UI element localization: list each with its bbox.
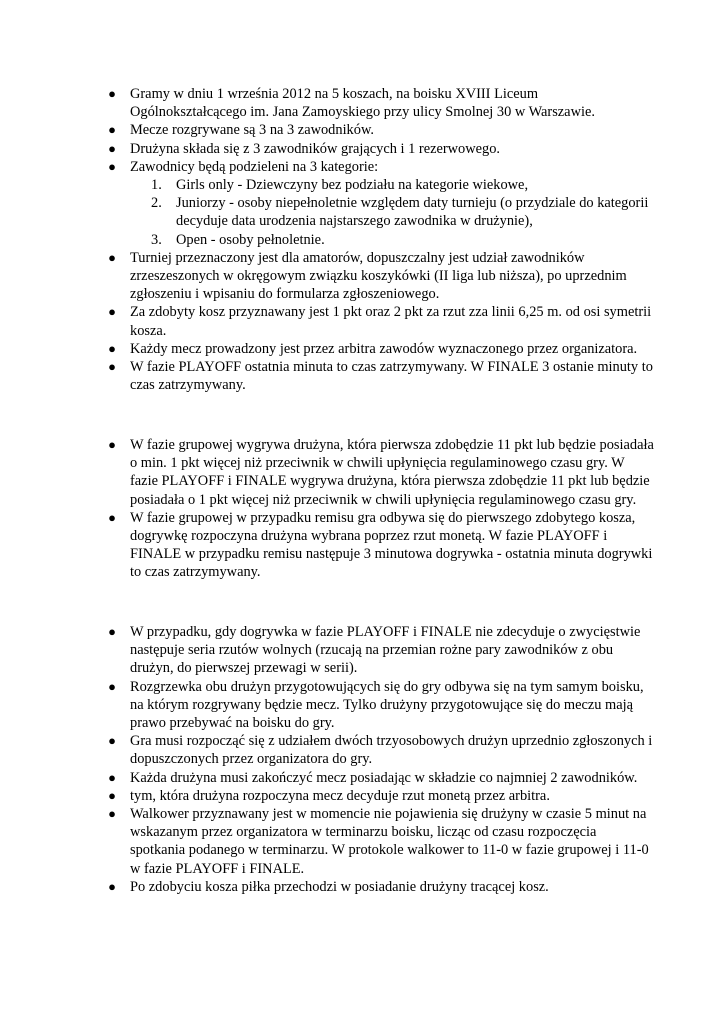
bullet-icon: ● <box>108 122 116 138</box>
list-item: ● Gra musi rozpocząć się z udziałem dwóch trzyosobowych drużyn uprzednio zgłoszonych i dopuszczonych przez organizatora do gry. <box>0 732 725 768</box>
bullet-icon: ● <box>108 340 116 356</box>
bullet-icon: ● <box>108 140 116 156</box>
category-item: 1. Girls only - Dziewczyny bez podziału na kategorie wiekowe, <box>151 177 529 194</box>
list-item: ● Każda drużyna musi zakończyć mecz posiadając w składzie co najmniej 2 zawodników. <box>0 769 725 787</box>
bullet-icon: ● <box>108 678 116 694</box>
bullet-icon: ● <box>108 359 116 375</box>
bullet-icon: ● <box>108 158 116 174</box>
category-item: 2. Juniorzy - osoby niepełnoletnie względem daty turnieju (o przydziale do kategorii decyduje data urodzenia najstarszego zawodnika w drużynie), <box>151 195 649 230</box>
bullet-icon: ● <box>108 624 116 639</box>
categories-list <box>130 176 655 249</box>
bullet-icon: ● <box>108 86 116 101</box>
list-item: ● Walkower przyznawany jest w momencie nie pojawienia się drużyny w czasie 5 minut na wskazanym przez organizatora w terminarzu boisku, licząc od czasu rozpoczęcia spotkania podanego w terminarzu. W protokole walkower to 11-0 w fazie grupowej i 11-0 w fazie PLAYOFF i FINALE. <box>0 805 725 878</box>
list-item: ● W fazie grupowej w przypadku remisu gra odbywa się do pierwszego zdobytego kosza, dogrywkę rozpoczyna drużyna wybrana poprzez rzut monetą. W fazie PLAYOFF i FINALE w przypadku remisu następuje 3 minutowa dogrywka - ostatnia minuta dogrywki to czas zatrzymywany. <box>0 509 725 582</box>
list-item: ● Zawodnicy będą podzieleni na 3 kategorie: 1. Girls only - Dziewczyny bez podziału na kategorie wiekowe, 2. Juniorzy - osoby niepełnoletnie względem daty turnieju (o przydziale do kategorii decyduje data urodzenia najstarszego zawodnika w drużynie), 3. Open - osoby pełnoletnie. <box>0 158 725 249</box>
list-item: ● W fazie PLAYOFF ostatnia minuta to czas zatrzymywany. W FINALE 3 ostanie minuty to czas zatrzymywany. <box>0 358 725 394</box>
rules-list-1 <box>0 85 725 394</box>
list-item: ● Mecze rozgrywane są 3 na 3 zawodników. <box>0 121 725 139</box>
bullet-icon: ● <box>108 509 116 525</box>
rules-list-2 <box>0 436 725 582</box>
bullet-icon: ● <box>108 304 116 320</box>
list-item: ● Turniej przeznaczony jest dla amatorów, dopuszczalny jest udział zawodników zrzeszeszonych w okręgowym związku koszykówki (II liga lub niższa), po uprzednim zgłoszeniu i wpisaniu do formularza zgłoszeniowego. <box>0 249 725 304</box>
bullet-icon: ● <box>108 806 116 822</box>
list-item: ● W fazie grupowej wygrywa drużyna, która pierwsza zdobędzie 11 pkt lub będzie posiadała o min. 1 pkt więcej niż przeciwnik w chwili upłynięcia regulaminowego czasu gry. W fazie PLAYOFF i FINALE wygrywa drużyna, która pierwsza zdobędzie 11 pkt lub będzie posiadała o 1 pkt więcej niż przeciwnik w chwili upłynięcia regulaminowego czasu gry. <box>0 436 725 509</box>
bullet-icon: ● <box>108 769 116 785</box>
list-item: ● Rozgrzewka obu drużyn przygotowujących się do gry odbywa się na tym samym boisku, na którym rozgrywany będzie mecz. Tylko drużyny przygotowujące się do meczu mają prawo przebywać na boisku do gry. <box>0 678 725 733</box>
list-item: ● Po zdobyciu kosza piłka przechodzi w posiadanie drużyny tracącej kosz. <box>0 878 725 896</box>
bullet-icon: ● <box>108 249 116 265</box>
bullet-icon: ● <box>108 878 116 894</box>
bullet-icon: ● <box>108 733 116 749</box>
bullet-icon: ● <box>108 437 116 452</box>
list-item: ● Gramy w dniu 1 września 2012 na 5 koszach, na boisku XVIII Liceum Ogólnokształcącego im. Jana Zamoyskiego przy ulicy Smolnej 30 w Warszawie. <box>0 85 725 121</box>
list-item: ● Każdy mecz prowadzony jest przez arbitra zawodów wyznaczonego przez organizatora. <box>0 340 725 358</box>
bullet-icon: ● <box>108 787 116 803</box>
rules-list-3 <box>0 623 725 896</box>
list-item: ● Drużyna składa się z 3 zawodników grających i 1 rezerwowego. <box>0 140 725 158</box>
category-item: 3. Open - osoby pełnoletnie. <box>151 231 325 248</box>
list-item: ● Za zdobyty kosz przyznawany jest 1 pkt oraz 2 pkt za rzut zza linii 6,25 m. od osi symetrii kosza. <box>0 303 725 339</box>
list-item: ● tym, która drużyna rozpoczyna mecz decyduje rzut monetą przez arbitra. <box>0 787 725 805</box>
list-item: ● W przypadku, gdy dogrywka w fazie PLAYOFF i FINALE nie zdecyduje o zwycięstwie następuje seria rzutów wolnych (rzucają na przemian rożne pary zawodników z obu drużyn, do pierwszej przewagi w serii). <box>0 623 725 678</box>
